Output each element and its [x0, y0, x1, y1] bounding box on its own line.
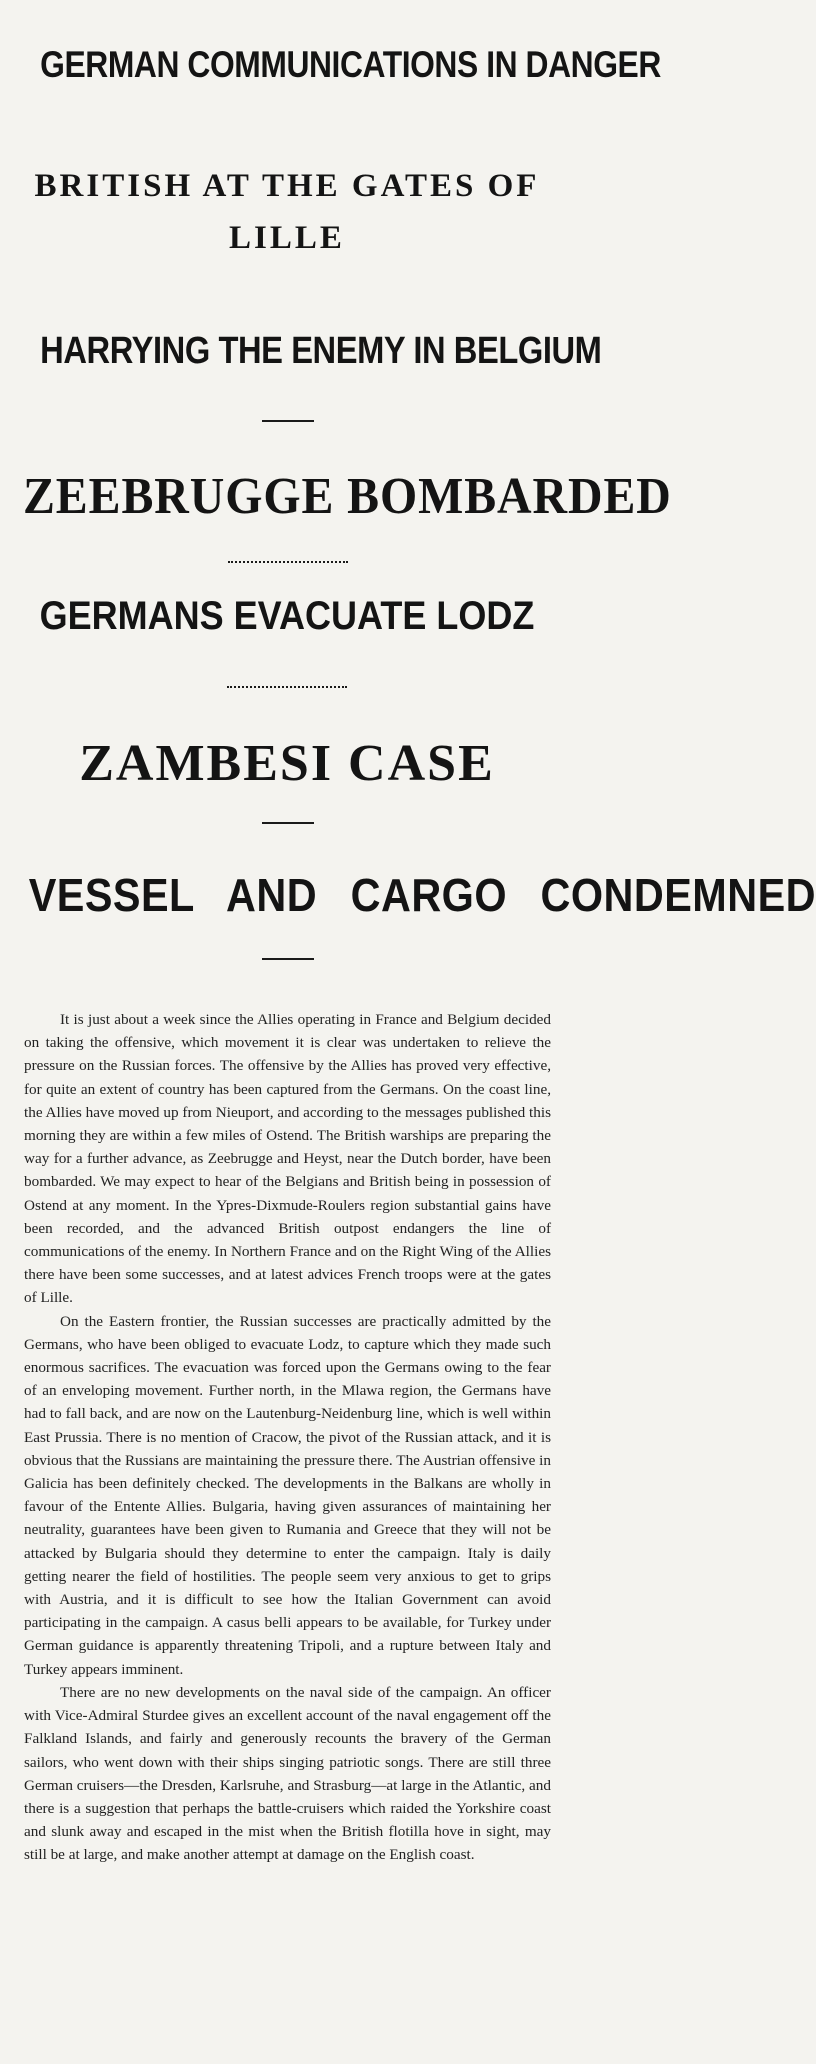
headline-german-communications: GERMAN COMMUNICATIONS IN DANGER [40, 44, 661, 85]
headline-harrying-enemy: HARRYING THE ENEMY IN BELGIUM [40, 330, 602, 372]
divider-dotted-rule [228, 561, 348, 563]
article-body [24, 1008, 551, 1867]
headline-vessel-cargo-condemned: VESSEL AND CARGO CONDEMNED [28, 869, 816, 921]
divider-rule [262, 822, 314, 824]
divider-rule [262, 958, 314, 960]
divider-dotted-rule [227, 686, 347, 688]
article-paragraph: On the Eastern frontier, the Russian successes are practically admitted by the Germans, who have been obliged to evacuate Lodz, to capture which they made such enormous sacrifices. The evacuation was forced upon the Germans owing to the fear of an enveloping movement. Further north, in the Mlawa region, the Germans have had to fall back, and are now on the Lautenburg-Neidenburg line, which is well within East Prussia. There is no mention of Cracow, the pivot of the Russian attack, and it is obvious that the Russians are maintaining the pressure there. The Austrian offensive in Galicia has been definitely checked. The developments in the Balkans are wholly in favour of the Entente Allies. Bulgaria, having given assurances of maintaining her neutrality, guarantees have been given to Rumania and Greece that they will not be attacked by Bulgaria should they determine to enter the campaign. Italy is daily getting nearer the field of hostilities. The people seem very anxious to get to grips with Austria, and it is difficult to see how the Italian Government can avoid participating in the campaign. A casus belli appears to be available, for Turkey under German guidance is apparently threatening Tripoli, and a rupture between Italy and Turkey appears imminent. [24, 1312, 551, 1678]
headline-british-at-gates-line1: BRITISH AT THE GATES OF [34, 168, 540, 204]
headline-zambesi-case: ZAMBESI CASE [79, 735, 495, 792]
article-paragraph: There are no new developments on the naval side of the campaign. An officer with Vice-Admiral Sturdee gives an excellent account of the naval engagement off the Falkland Islands, and fairly and generously recounts the bravery of the German sailors, who went down with their ships singing patriotic songs. There are still three German cruisers—the Dresden, Karlsruhe, and Strasburg—at large in the Atlantic, and there is a suggestion that perhaps the battle-cruisers which raided the Yorkshire coast and slunk away and escaped in the mist when the British flotilla hove in sight, may still be at large, and make another attempt at damage on the English coast. [24, 1683, 551, 1864]
headline-germans-evacuate-lodz: GERMANS EVACUATE LODZ [39, 594, 535, 638]
divider-rule [262, 420, 314, 422]
headline-zeebrugge-bombarded: ZEEBRUGGE BOMBARDED [22, 468, 672, 525]
headline-british-at-gates-line2: LILLE [229, 220, 345, 256]
article-paragraph: It is just about a week since the Allies operating in France and Belgium decided on taking the offensive, which movement it is clear was undertaken to relieve the pressure on the Russian forces. The offensive by the Allies has proved very effective, for quite an extent of country has been captured from the Germans. On the coast line, the Allies have moved up from Nieuport, and according to the messages published this morning they are within a few miles of Ostend. The British warships are preparing the way for a further advance, as Zeebrugge and Heyst, near the Dutch border, have been bombarded. We may expect to hear of the Belgians and British being in possession of Ostend at any moment. In the Ypres-Dixmude-Roulers region substantial gains have been recorded, and the advanced British outpost endangers the line of communications of the enemy. In Northern France and on the Right Wing of the Allies there have been some successes, and at latest advices French troops were at the gates of Lille. [24, 1011, 551, 1307]
